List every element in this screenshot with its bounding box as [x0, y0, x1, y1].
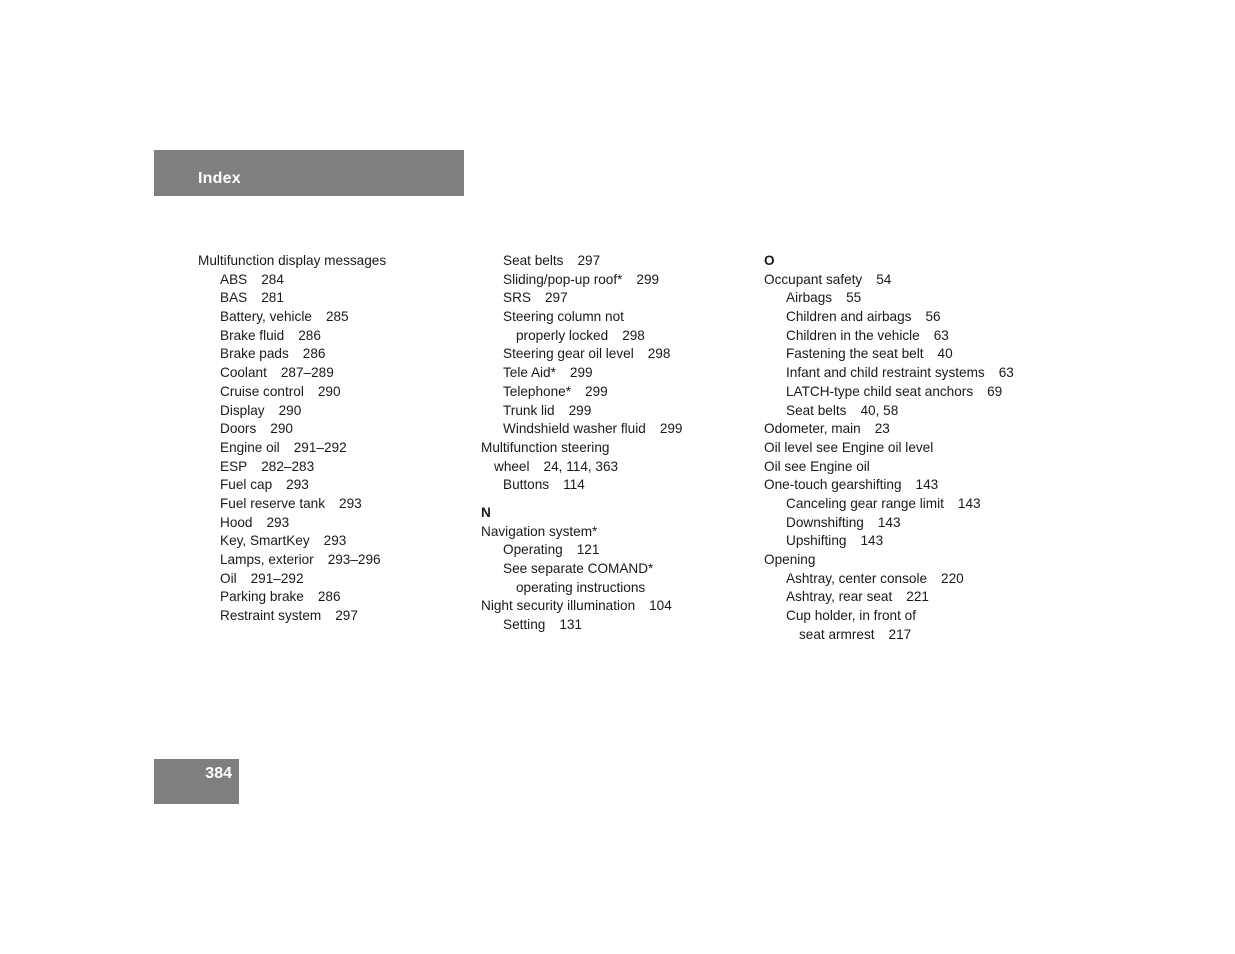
index-entry-term: Cruise control	[220, 383, 304, 399]
index-entry	[481, 383, 756, 402]
index-entry	[481, 252, 756, 271]
index-letter-heading: N	[481, 504, 491, 520]
index-entry-pages[interactable]: 293	[323, 533, 347, 549]
index-entry-pages[interactable]: 290	[270, 421, 293, 437]
index-entry-term: ABS	[220, 271, 248, 287]
index-entry-term: Telephone*	[503, 383, 572, 399]
index-entry	[198, 551, 473, 570]
index-entry-term: Navigation system*	[481, 523, 598, 539]
index-entry	[481, 402, 756, 421]
index-entry-term: Fuel cap	[220, 477, 273, 493]
index-entry-term: See separate COMAND*	[503, 561, 654, 576]
index-entry	[481, 597, 756, 616]
index-entry-term: Children in the vehicle	[786, 327, 920, 343]
index-entry-term: Oil level see Engine oil level	[764, 439, 934, 455]
index-entry	[481, 345, 756, 364]
index-entry-pages[interactable]: 104	[649, 598, 672, 614]
index-entry-pages[interactable]: 298	[622, 327, 645, 343]
index-entry-term: operating instructions	[516, 579, 646, 595]
index-entry-term: ESP	[220, 458, 248, 474]
index-entry	[764, 607, 1039, 626]
index-entry	[481, 308, 756, 327]
index-entry	[764, 439, 1039, 458]
index-entry	[481, 541, 756, 560]
index-entry-term: Ashtray, rear seat	[786, 589, 893, 605]
index-entry-pages[interactable]: 24, 114, 363	[543, 458, 619, 474]
index-entry	[481, 289, 756, 308]
index-entry	[198, 420, 473, 439]
page-number: 384	[205, 765, 232, 782]
index-entry	[764, 551, 1039, 570]
index-entry-pages[interactable]: 220	[941, 570, 964, 586]
index-entry	[198, 289, 473, 308]
index-entry	[481, 579, 756, 598]
index-entry	[198, 514, 473, 533]
index-entry-term: Brake fluid	[220, 327, 285, 343]
index-entry	[481, 439, 756, 458]
index-entry-term: Upshifting	[786, 533, 847, 549]
index-entry-pages[interactable]: 297	[544, 290, 568, 306]
index-entry-term: One-touch gearshifting	[764, 477, 902, 493]
index-column-2	[481, 252, 756, 635]
index-entry-pages[interactable]: 299	[659, 421, 683, 437]
index-entry-pages[interactable]: 63	[998, 365, 1014, 381]
index-entry-term: Fastening the seat belt	[786, 346, 924, 362]
index-entry	[198, 570, 473, 589]
index-entry-pages[interactable]: 114	[563, 477, 585, 493]
index-entry-term: Occupant safety	[764, 271, 863, 287]
index-entry-pages[interactable]: 291–292	[250, 570, 304, 586]
index-entry	[481, 458, 756, 477]
index-entry	[198, 532, 473, 551]
index-entry	[481, 616, 756, 635]
index-entry-term: Steering column not	[503, 309, 624, 325]
index-entry-term: Fuel reserve tank	[220, 495, 326, 511]
index-entry-pages[interactable]: 299	[636, 271, 660, 287]
index-entry-pages[interactable]: 143	[915, 477, 939, 493]
index-entry-pages[interactable]: 143	[877, 514, 901, 530]
index-entry-term: Battery, vehicle	[220, 309, 312, 325]
index-entry-term: Airbags	[786, 290, 833, 306]
section-title: Index	[198, 170, 241, 187]
section-spacer	[481, 495, 756, 504]
index-entry-term: Sliding/pop-up roof*	[503, 271, 623, 287]
index-entry	[481, 523, 756, 542]
index-entry-term: Seat belts	[503, 253, 564, 268]
index-entry-term: Multifunction display messages	[198, 253, 387, 268]
section-header-bar	[154, 150, 464, 196]
index-entry	[764, 626, 1039, 645]
index-entry-term: Doors	[220, 421, 257, 437]
index-entry	[198, 271, 473, 290]
index-entry	[764, 364, 1039, 383]
index-entry	[764, 588, 1039, 607]
index-entry-term: Operating	[503, 542, 563, 558]
index-entry	[764, 402, 1039, 421]
index-entry-pages[interactable]: 298	[647, 346, 671, 362]
index-entry	[198, 252, 473, 271]
index-column-1	[198, 252, 473, 626]
index-entry-pages[interactable]: 287–289	[280, 365, 334, 381]
index-entry-term: Odometer, main	[764, 421, 861, 437]
index-entry	[764, 570, 1039, 589]
index-entry-term: Infant and child restraint systems	[786, 365, 985, 381]
index-entry-term: Lamps, exterior	[220, 552, 314, 567]
index-entry-term: Oil	[220, 570, 237, 586]
index-entry-pages[interactable]: 217	[888, 626, 912, 642]
index-entry-term: Ashtray, center console	[786, 570, 928, 586]
index-entry-pages[interactable]: 221	[906, 589, 929, 605]
index-entry-pages[interactable]: 23	[874, 421, 890, 437]
index-entry-term: Engine oil	[220, 439, 280, 455]
index-entry	[198, 458, 473, 477]
index-entry-term: properly locked	[516, 327, 609, 343]
index-entry	[764, 476, 1039, 495]
index-entry-pages[interactable]: 293	[266, 514, 290, 530]
index-entry	[764, 271, 1039, 290]
index-entry-term: Downshifting	[786, 514, 864, 530]
index-entry-term: Coolant	[220, 365, 267, 381]
index-entry-pages[interactable]: 121	[576, 542, 600, 558]
index-entry	[198, 327, 473, 346]
index-entry-pages[interactable]: 290	[317, 383, 341, 399]
index-entry-term: Trunk lid	[503, 402, 555, 418]
index-entry	[764, 532, 1039, 551]
index-entry-pages[interactable]: 293	[339, 495, 362, 511]
index-entry	[764, 308, 1039, 327]
index-entry	[198, 383, 473, 402]
index-entry-term: wheel	[494, 458, 530, 474]
index-entry	[198, 402, 473, 421]
index-entry-term: Windshield washer fluid	[503, 421, 646, 437]
index-entry-pages[interactable]: 56	[925, 309, 941, 325]
index-entry-pages[interactable]: 143	[860, 533, 884, 549]
index-entry	[764, 458, 1039, 477]
index-entry-pages[interactable]: 286	[302, 346, 326, 362]
index-column-3	[764, 252, 1039, 644]
index-entry	[481, 560, 756, 579]
index-entry	[481, 420, 756, 439]
index-entry-pages[interactable]: 299	[585, 383, 608, 399]
index-entry-term: Display	[220, 402, 265, 418]
index-entry-pages[interactable]: 54	[876, 271, 892, 287]
index-entry-pages[interactable]: 290	[278, 402, 302, 418]
index-entry-term: Parking brake	[220, 589, 304, 605]
index-entry-term: Setting	[503, 617, 546, 633]
index-entry	[198, 495, 473, 514]
index-entry	[481, 327, 756, 346]
index-entry-term: BAS	[220, 290, 248, 306]
index-entry	[198, 588, 473, 607]
index-entry-term: Oil see Engine oil	[764, 458, 870, 474]
index-entry-term: Buttons	[503, 477, 550, 493]
index-entry-pages[interactable]: 291–292	[293, 439, 347, 455]
index-entry-pages[interactable]: 131	[559, 617, 583, 633]
index-entry-term: SRS	[503, 290, 531, 306]
index-entry	[481, 476, 756, 495]
index-entry-term: Key, SmartKey	[220, 533, 310, 549]
index-entry	[764, 345, 1039, 364]
index-entry-pages[interactable]: 281	[261, 290, 284, 306]
index-entry-pages[interactable]: 69	[987, 383, 1003, 399]
index-entry-term: Steering gear oil level	[503, 346, 634, 362]
index-entry-term: Tele Aid*	[503, 365, 556, 381]
index-entry-pages[interactable]: 40, 58	[860, 402, 899, 418]
index-entry-pages[interactable]: 286	[298, 327, 321, 343]
index-entry-term: seat armrest	[799, 626, 875, 642]
index-entry-pages[interactable]: 284	[261, 271, 284, 287]
index-entry	[764, 327, 1039, 346]
index-entry-pages[interactable]: 40	[937, 346, 953, 362]
index-entry	[764, 495, 1039, 514]
index-entry	[481, 271, 756, 290]
index-entry-term: Canceling gear range limit	[786, 495, 944, 511]
index-entry	[198, 607, 473, 626]
index-entry-pages[interactable]: 282–283	[261, 458, 315, 474]
index-entry-pages[interactable]: 293	[286, 477, 309, 493]
index-entry-pages[interactable]: 297	[335, 608, 358, 624]
index-entry	[764, 383, 1039, 402]
index-entry-term: Brake pads	[220, 346, 289, 362]
index-entry-pages[interactable]: 297	[577, 253, 601, 268]
index-entry-pages[interactable]: 63	[933, 327, 949, 343]
index-entry-pages[interactable]: 286	[317, 589, 341, 605]
index-entry-pages[interactable]: 285	[325, 309, 349, 325]
index-entry	[764, 289, 1039, 308]
index-entry-pages[interactable]: 55	[846, 290, 862, 306]
index-entry-term: Multifunction steering	[481, 439, 610, 455]
index-entry-term: LATCH-type child seat anchors	[786, 383, 974, 399]
index-entry	[481, 364, 756, 383]
index-entry-term: Cup holder, in front of	[786, 608, 916, 624]
index-entry-pages[interactable]: 299	[569, 365, 593, 381]
page-number-box	[154, 759, 239, 804]
index-entry-term: Restraint system	[220, 608, 322, 624]
index-entry	[198, 476, 473, 495]
index-entry	[198, 308, 473, 327]
index-entry-term: Hood	[220, 514, 253, 530]
index-entry-term: Night security illumination	[481, 598, 636, 614]
index-entry-pages[interactable]: 143	[957, 495, 981, 511]
index-entry	[198, 345, 473, 364]
index-entry	[198, 364, 473, 383]
index-entry-pages[interactable]: 293–296	[327, 552, 381, 567]
index-entry-term: Opening	[764, 552, 816, 567]
index-entry	[764, 514, 1039, 533]
index-entry	[764, 420, 1039, 439]
index-entry-term: Seat belts	[786, 402, 847, 418]
index-letter-heading: O	[764, 253, 775, 268]
index-entry-term: Children and airbags	[786, 309, 912, 325]
index-entry-pages[interactable]: 299	[568, 402, 592, 418]
index-entry	[198, 439, 473, 458]
